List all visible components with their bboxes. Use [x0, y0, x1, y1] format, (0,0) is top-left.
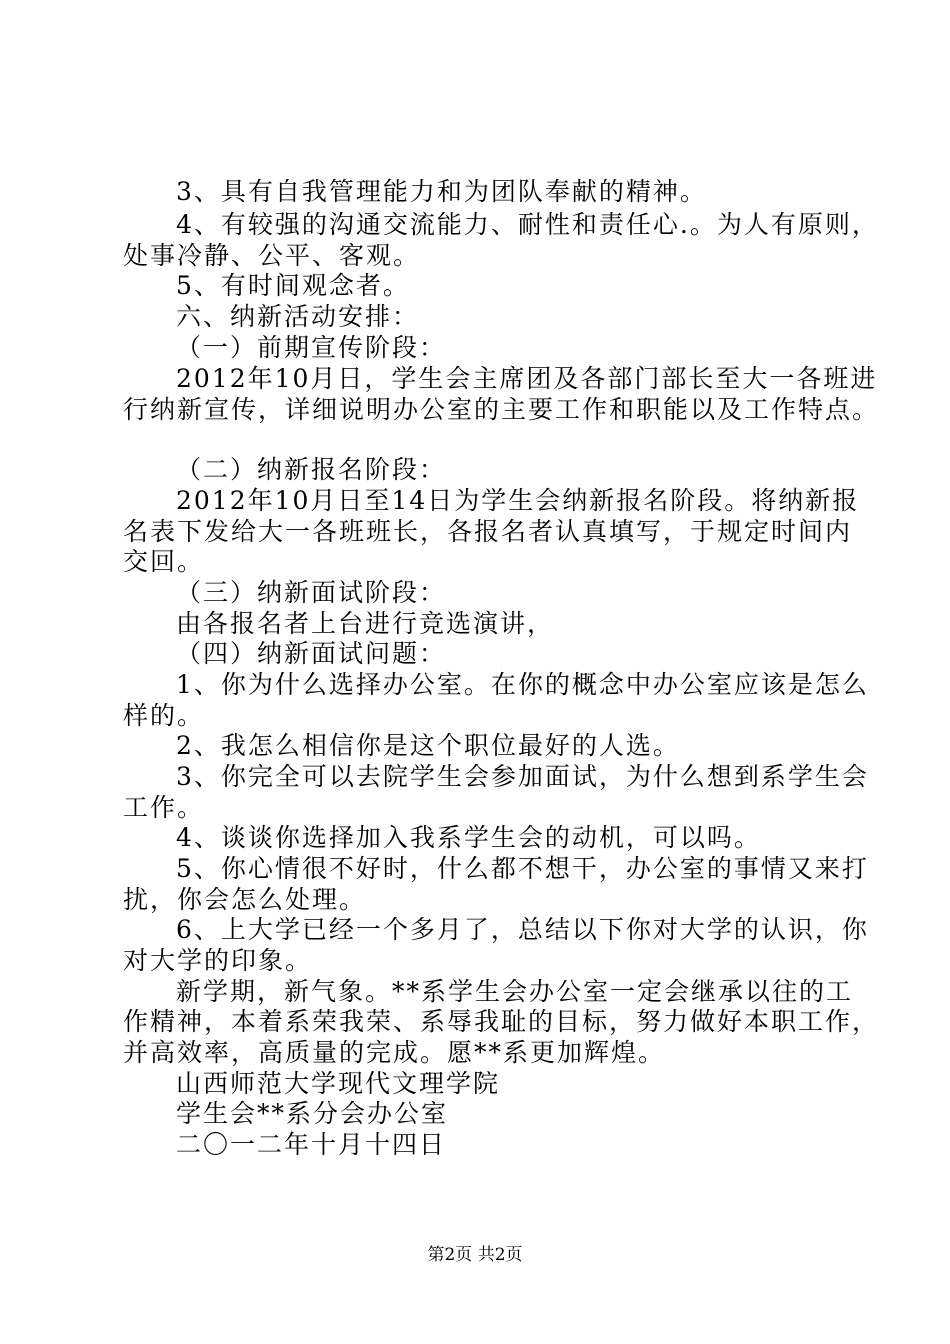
body-line: 交回。: [123, 547, 205, 576]
body-line: 4、谈谈你选择加入我系学生会的动机，可以吗。: [176, 823, 761, 852]
body-line: 作精神，本着系荣我荣、系辱我耻的目标，努力做好本职工作，: [123, 1007, 880, 1036]
subsection-heading: （一）前期宣传阶段：: [176, 333, 447, 362]
section-heading: 六、纳新活动安排：: [176, 302, 420, 331]
subsection-heading: （三）纳新面试阶段：: [176, 578, 447, 607]
body-line: 处事冷静、公平、客观。: [123, 241, 421, 270]
body-line: 3、你完全可以去院学生会参加面试，为什么想到系学生会: [176, 762, 869, 791]
body-line: 2、我怎么相信你是这个职位最好的人选。: [176, 731, 680, 760]
subsection-heading: （二）纳新报名阶段：: [176, 455, 447, 484]
body-line: 6、上大学已经一个多月了，总结以下你对大学的认识，你: [176, 915, 869, 944]
body-line: 1、你为什么选择办公室。在你的概念中办公室应该是怎么: [176, 670, 869, 699]
body-line: 5、有时间观念者。: [176, 271, 410, 300]
body-line: 行纳新宣传，详细说明办公室的主要工作和职能以及工作特点。: [123, 395, 880, 424]
body-line: 对大学的印象。: [123, 946, 313, 975]
body-line: 名表下发给大一各班班长，各报名者认真填写，于规定时间内: [123, 517, 853, 546]
body-line: 2012年10月日至14日为学生会纳新报名阶段。将纳新报: [176, 486, 860, 515]
body-line: 2012年10月日，学生会主席团及各部门部长至大一各班进: [176, 364, 878, 393]
signature-organization: 山西师范大学现代文理学院: [176, 1069, 501, 1098]
subsection-heading: （四）纳新面试问题：: [176, 639, 447, 668]
body-line: 3、具有自我管理能力和为团队奉献的精神。: [176, 177, 707, 206]
signature-date: 二〇一二年十月十四日: [176, 1130, 447, 1159]
body-line: 样的。: [123, 701, 205, 730]
body-line: 扰，你会怎么处理。: [123, 885, 367, 914]
body-line: 工作。: [123, 793, 205, 822]
body-line: 4、有较强的沟通交流能力、耐性和责任心.。为人有原则，: [176, 210, 879, 239]
body-line: 由各报名者上台进行竞选演讲，: [176, 609, 555, 638]
signature-office: 学生会**系分会办公室: [176, 1099, 449, 1128]
body-line: 新学期，新气象。**系学生会办公室一定会继承以往的工: [176, 977, 854, 1006]
body-line: 5、你心情很不好时，什么都不想干，办公室的事情又来打: [176, 854, 869, 883]
body-line: 并高效率，高质量的完成。愿**系更加辉煌。: [123, 1038, 666, 1067]
page-number-footer: 第2页 共2页: [427, 1245, 523, 1265]
